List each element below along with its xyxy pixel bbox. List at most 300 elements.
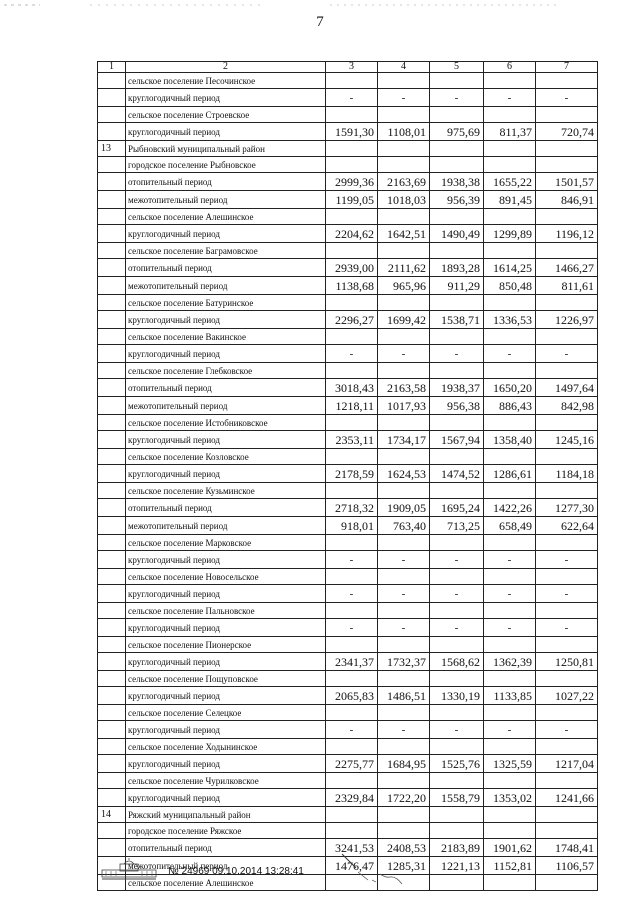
empty-cell: [430, 415, 484, 431]
value-cell: 2178,59: [326, 465, 378, 483]
empty-cell: [536, 823, 598, 839]
value-cell: -: [430, 721, 484, 739]
value-cell: 911,29: [430, 277, 484, 295]
value-cell: -: [326, 585, 378, 603]
section-row: [98, 671, 598, 687]
empty-cell: [378, 329, 430, 345]
row-index-cell: 14: [98, 807, 126, 823]
empty-cell: [378, 415, 430, 431]
signature-mark: [338, 850, 418, 890]
empty-cell: [326, 569, 378, 585]
value-cell: 1497,64: [536, 379, 598, 397]
value-cell: 1226,97: [536, 311, 598, 329]
value-cell: 1422,26: [484, 499, 536, 517]
empty-cell: [430, 569, 484, 585]
value-cell: 1196,12: [536, 225, 598, 243]
header-cell: 5: [430, 62, 484, 73]
value-cell: 3241,53: [326, 839, 378, 857]
section-row: [98, 637, 598, 653]
table-row: [98, 431, 598, 449]
value-cell: -: [536, 585, 598, 603]
row-index-cell: [98, 773, 126, 789]
value-cell: 1184,18: [536, 465, 598, 483]
empty-cell: [536, 603, 598, 619]
row-index-cell: [98, 89, 126, 107]
empty-cell: [326, 243, 378, 259]
empty-cell: [378, 449, 430, 465]
empty-cell: [378, 107, 430, 123]
value-cell: 1285,31: [378, 857, 430, 875]
value-cell: 1938,38: [430, 173, 484, 191]
value-cell: -: [536, 619, 598, 637]
value-cell: 2296,27: [326, 311, 378, 329]
empty-cell: [484, 363, 536, 379]
empty-cell: [536, 107, 598, 123]
period-label: отопительный период: [126, 839, 326, 857]
document-stamp-text: № 24969 09.10.2014 13:28:41: [168, 866, 304, 877]
period-label: круглогодичный период: [126, 89, 326, 107]
empty-cell: [484, 671, 536, 687]
empty-cell: [378, 141, 430, 157]
value-cell: -: [536, 89, 598, 107]
section-label: сельское поселение Глебковское: [126, 363, 326, 379]
tariff-table: [97, 61, 598, 891]
empty-cell: [378, 73, 430, 89]
section-row: [98, 157, 598, 173]
row-index-cell: [98, 755, 126, 773]
value-cell: -: [378, 585, 430, 603]
period-label: круглогодичный период: [126, 619, 326, 637]
period-label: отопительный период: [126, 499, 326, 517]
empty-cell: [326, 329, 378, 345]
table-row: [98, 277, 598, 295]
row-index-cell: [98, 653, 126, 671]
table-row: [98, 585, 598, 603]
section-label: сельское поселение Кузьминское: [126, 483, 326, 499]
table-row: [98, 191, 598, 209]
period-label: круглогодичный период: [126, 653, 326, 671]
value-cell: 2353,11: [326, 431, 378, 449]
section-label: сельское поселение Истобниковское: [126, 415, 326, 431]
empty-cell: [326, 705, 378, 721]
empty-cell: [378, 773, 430, 789]
value-cell: 1722,20: [378, 789, 430, 807]
value-cell: 1330,19: [430, 687, 484, 705]
empty-cell: [536, 535, 598, 551]
value-cell: 1108,01: [378, 123, 430, 141]
value-cell: -: [484, 721, 536, 739]
table-row: [98, 721, 598, 739]
empty-cell: [378, 671, 430, 687]
empty-cell: [430, 449, 484, 465]
value-cell: 1909,05: [378, 499, 430, 517]
section-label: сельское поселение Песочинское: [126, 73, 326, 89]
empty-cell: [484, 569, 536, 585]
value-cell: 811,37: [484, 123, 536, 141]
row-index-cell: [98, 123, 126, 141]
value-cell: 1299,89: [484, 225, 536, 243]
period-label: круглогодичный период: [126, 585, 326, 603]
table-row: [98, 755, 598, 773]
value-cell: 1336,53: [484, 311, 536, 329]
value-cell: 1218,11: [326, 397, 378, 415]
empty-cell: [378, 823, 430, 839]
empty-cell: [326, 603, 378, 619]
value-cell: 918,01: [326, 517, 378, 535]
empty-cell: [484, 807, 536, 823]
row-index-cell: [98, 345, 126, 363]
empty-cell: [536, 243, 598, 259]
value-cell: 886,43: [484, 397, 536, 415]
table-row: [98, 517, 598, 535]
value-cell: 1650,20: [484, 379, 536, 397]
row-index-cell: [98, 483, 126, 499]
empty-cell: [430, 773, 484, 789]
value-cell: -: [484, 619, 536, 637]
value-cell: -: [484, 551, 536, 569]
empty-cell: [484, 823, 536, 839]
row-index-cell: [98, 789, 126, 807]
empty-cell: [536, 449, 598, 465]
row-index-cell: [98, 585, 126, 603]
empty-cell: [484, 637, 536, 653]
period-label: межотопительный период: [126, 191, 326, 209]
period-label: круглогодичный период: [126, 465, 326, 483]
section-label: городское поселение Рыбновское: [126, 157, 326, 173]
table-row: [98, 465, 598, 483]
row-index-cell: [98, 739, 126, 755]
section-row: [98, 243, 598, 259]
empty-cell: [484, 773, 536, 789]
empty-cell: [430, 875, 484, 891]
header-cell: 1: [98, 62, 126, 73]
row-index-cell: [98, 397, 126, 415]
empty-cell: [378, 739, 430, 755]
value-cell: 1217,04: [536, 755, 598, 773]
value-cell: -: [378, 345, 430, 363]
empty-cell: [378, 569, 430, 585]
section-label: сельское поселение Марковское: [126, 535, 326, 551]
value-cell: 2275,77: [326, 755, 378, 773]
empty-cell: [326, 823, 378, 839]
value-cell: 1277,30: [536, 499, 598, 517]
empty-cell: [484, 483, 536, 499]
row-index-cell: [98, 329, 126, 345]
period-label: круглогодичный период: [126, 755, 326, 773]
section-row: [98, 823, 598, 839]
section-label: сельское поселение Чурилковское: [126, 773, 326, 789]
scan-marks: [0, 2, 640, 8]
table-row: [98, 379, 598, 397]
table-row: [98, 687, 598, 705]
empty-cell: [378, 157, 430, 173]
value-cell: 2999,36: [326, 173, 378, 191]
table-body: [98, 62, 598, 891]
empty-cell: [484, 535, 536, 551]
row-index-cell: [98, 157, 126, 173]
empty-cell: [378, 705, 430, 721]
value-cell: 1901,62: [484, 839, 536, 857]
row-index-cell: [98, 637, 126, 653]
value-cell: -: [326, 89, 378, 107]
header-cell: 3: [326, 62, 378, 73]
empty-cell: [430, 141, 484, 157]
empty-cell: [378, 603, 430, 619]
value-cell: 1199,05: [326, 191, 378, 209]
building-logo-icon: [100, 858, 158, 880]
empty-cell: [536, 73, 598, 89]
value-cell: 2329,84: [326, 789, 378, 807]
empty-cell: [326, 295, 378, 311]
row-index-cell: [98, 687, 126, 705]
row-index-cell: [98, 295, 126, 311]
empty-cell: [430, 329, 484, 345]
value-cell: 1106,57: [536, 857, 598, 875]
empty-cell: [326, 107, 378, 123]
empty-cell: [430, 157, 484, 173]
empty-cell: [326, 637, 378, 653]
period-label: отопительный период: [126, 379, 326, 397]
value-cell: 1250,81: [536, 653, 598, 671]
section-label: сельское поселение Пионерское: [126, 637, 326, 653]
row-index-cell: [98, 225, 126, 243]
empty-cell: [430, 637, 484, 653]
period-label: круглогодичный период: [126, 311, 326, 329]
empty-cell: [326, 483, 378, 499]
table-header-row: [98, 62, 598, 73]
empty-cell: [430, 603, 484, 619]
empty-cell: [326, 415, 378, 431]
value-cell: 1591,30: [326, 123, 378, 141]
empty-cell: [536, 569, 598, 585]
section-label: сельское поселение Селецкое: [126, 705, 326, 721]
empty-cell: [536, 739, 598, 755]
row-index-cell: [98, 209, 126, 225]
section-row: [98, 773, 598, 789]
value-cell: 1325,59: [484, 755, 536, 773]
empty-cell: [326, 209, 378, 225]
value-cell: 1018,03: [378, 191, 430, 209]
empty-cell: [430, 705, 484, 721]
empty-cell: [484, 295, 536, 311]
empty-cell: [484, 705, 536, 721]
row-index-cell: [98, 363, 126, 379]
value-cell: 1221,13: [430, 857, 484, 875]
value-cell: 1358,40: [484, 431, 536, 449]
row-index-cell: [98, 671, 126, 687]
period-label: межотопительный период: [126, 397, 326, 415]
value-cell: 1133,85: [484, 687, 536, 705]
row-index-cell: [98, 243, 126, 259]
value-cell: 1732,37: [378, 653, 430, 671]
row-index-cell: [98, 823, 126, 839]
empty-cell: [536, 209, 598, 225]
row-index-cell: [98, 499, 126, 517]
value-cell: 1642,51: [378, 225, 430, 243]
value-cell: 1938,37: [430, 379, 484, 397]
section-label: сельское поселение Батуринское: [126, 295, 326, 311]
value-cell: 1748,41: [536, 839, 598, 857]
value-cell: -: [484, 345, 536, 363]
row-index-cell: [98, 379, 126, 397]
value-cell: 1138,68: [326, 277, 378, 295]
empty-cell: [536, 807, 598, 823]
value-cell: -: [378, 89, 430, 107]
empty-cell: [430, 73, 484, 89]
value-cell: -: [484, 89, 536, 107]
value-cell: 1624,53: [378, 465, 430, 483]
section-row: [98, 107, 598, 123]
section-row: [98, 807, 598, 823]
period-label: круглогодичный период: [126, 789, 326, 807]
section-row: [98, 569, 598, 585]
value-cell: -: [536, 551, 598, 569]
empty-cell: [326, 671, 378, 687]
value-cell: 846,91: [536, 191, 598, 209]
row-index-cell: [98, 415, 126, 431]
value-cell: -: [536, 345, 598, 363]
empty-cell: [378, 535, 430, 551]
empty-cell: [326, 73, 378, 89]
empty-cell: [326, 807, 378, 823]
empty-cell: [378, 209, 430, 225]
empty-cell: [430, 739, 484, 755]
empty-cell: [326, 773, 378, 789]
empty-cell: [430, 823, 484, 839]
section-label: Рыбновский муниципальный район: [126, 141, 326, 157]
header-cell: 2: [126, 62, 326, 73]
value-cell: 1501,57: [536, 173, 598, 191]
value-cell: 713,25: [430, 517, 484, 535]
row-index-cell: [98, 73, 126, 89]
value-cell: 2939,00: [326, 259, 378, 277]
empty-cell: [378, 295, 430, 311]
header-cell: 6: [484, 62, 536, 73]
value-cell: 842,98: [536, 397, 598, 415]
value-cell: 1568,62: [430, 653, 484, 671]
empty-cell: [378, 807, 430, 823]
table-row: [98, 311, 598, 329]
value-cell: -: [378, 551, 430, 569]
row-index-cell: [98, 431, 126, 449]
empty-cell: [378, 637, 430, 653]
value-cell: 1538,71: [430, 311, 484, 329]
empty-cell: [430, 483, 484, 499]
table-row: [98, 551, 598, 569]
page-number: 7: [316, 14, 324, 30]
empty-cell: [484, 73, 536, 89]
value-cell: 1466,27: [536, 259, 598, 277]
value-cell: -: [536, 721, 598, 739]
empty-cell: [326, 449, 378, 465]
empty-cell: [484, 329, 536, 345]
value-cell: 2183,89: [430, 839, 484, 857]
table-row: [98, 123, 598, 141]
value-cell: 2204,62: [326, 225, 378, 243]
empty-cell: [430, 107, 484, 123]
section-label: сельское поселение Пощуповское: [126, 671, 326, 687]
empty-cell: [326, 363, 378, 379]
empty-cell: [430, 243, 484, 259]
row-index-cell: [98, 277, 126, 295]
row-index-cell: [98, 449, 126, 465]
empty-cell: [430, 671, 484, 687]
value-cell: 1655,22: [484, 173, 536, 191]
table-row: [98, 345, 598, 363]
value-cell: 2065,83: [326, 687, 378, 705]
table-row: [98, 225, 598, 243]
header-cell: 4: [378, 62, 430, 73]
empty-cell: [536, 295, 598, 311]
empty-cell: [484, 243, 536, 259]
section-row: [98, 363, 598, 379]
row-index-cell: [98, 551, 126, 569]
section-label: сельское поселение Алешинское: [126, 875, 326, 891]
empty-cell: [484, 739, 536, 755]
table-row: [98, 789, 598, 807]
value-cell: 1476,47: [326, 857, 378, 875]
value-cell: -: [430, 89, 484, 107]
section-label: сельское поселение Новосельское: [126, 569, 326, 585]
header-cell: 7: [536, 62, 598, 73]
table-row: [98, 619, 598, 637]
value-cell: 956,38: [430, 397, 484, 415]
row-index-cell: [98, 535, 126, 551]
value-cell: 1893,28: [430, 259, 484, 277]
empty-cell: [484, 107, 536, 123]
period-label: круглогодичный период: [126, 123, 326, 141]
section-row: [98, 705, 598, 721]
value-cell: 1695,24: [430, 499, 484, 517]
section-label: сельское поселение Строевское: [126, 107, 326, 123]
empty-cell: [326, 141, 378, 157]
value-cell: 622,64: [536, 517, 598, 535]
value-cell: -: [326, 345, 378, 363]
row-index-cell: [98, 173, 126, 191]
value-cell: 2111,62: [378, 259, 430, 277]
period-label: отопительный период: [126, 173, 326, 191]
table-row: [98, 173, 598, 191]
empty-cell: [378, 483, 430, 499]
value-cell: 1245,16: [536, 431, 598, 449]
value-cell: -: [326, 619, 378, 637]
empty-cell: [536, 637, 598, 653]
empty-cell: [484, 141, 536, 157]
empty-cell: [430, 363, 484, 379]
value-cell: 2408,53: [378, 839, 430, 857]
empty-cell: [536, 363, 598, 379]
section-row: [98, 449, 598, 465]
section-label: сельское поселение Козловское: [126, 449, 326, 465]
row-index-cell: [98, 603, 126, 619]
empty-cell: [484, 875, 536, 891]
value-cell: 975,69: [430, 123, 484, 141]
row-index-cell: [98, 721, 126, 739]
value-cell: 763,40: [378, 517, 430, 535]
section-row: [98, 209, 598, 225]
value-cell: 658,49: [484, 517, 536, 535]
table-row: [98, 89, 598, 107]
value-cell: 720,74: [536, 123, 598, 141]
empty-cell: [484, 209, 536, 225]
value-cell: -: [378, 619, 430, 637]
empty-cell: [484, 603, 536, 619]
empty-cell: [536, 773, 598, 789]
section-row: [98, 415, 598, 431]
value-cell: 1362,39: [484, 653, 536, 671]
empty-cell: [430, 535, 484, 551]
section-label: сельское поселение Баграмовское: [126, 243, 326, 259]
